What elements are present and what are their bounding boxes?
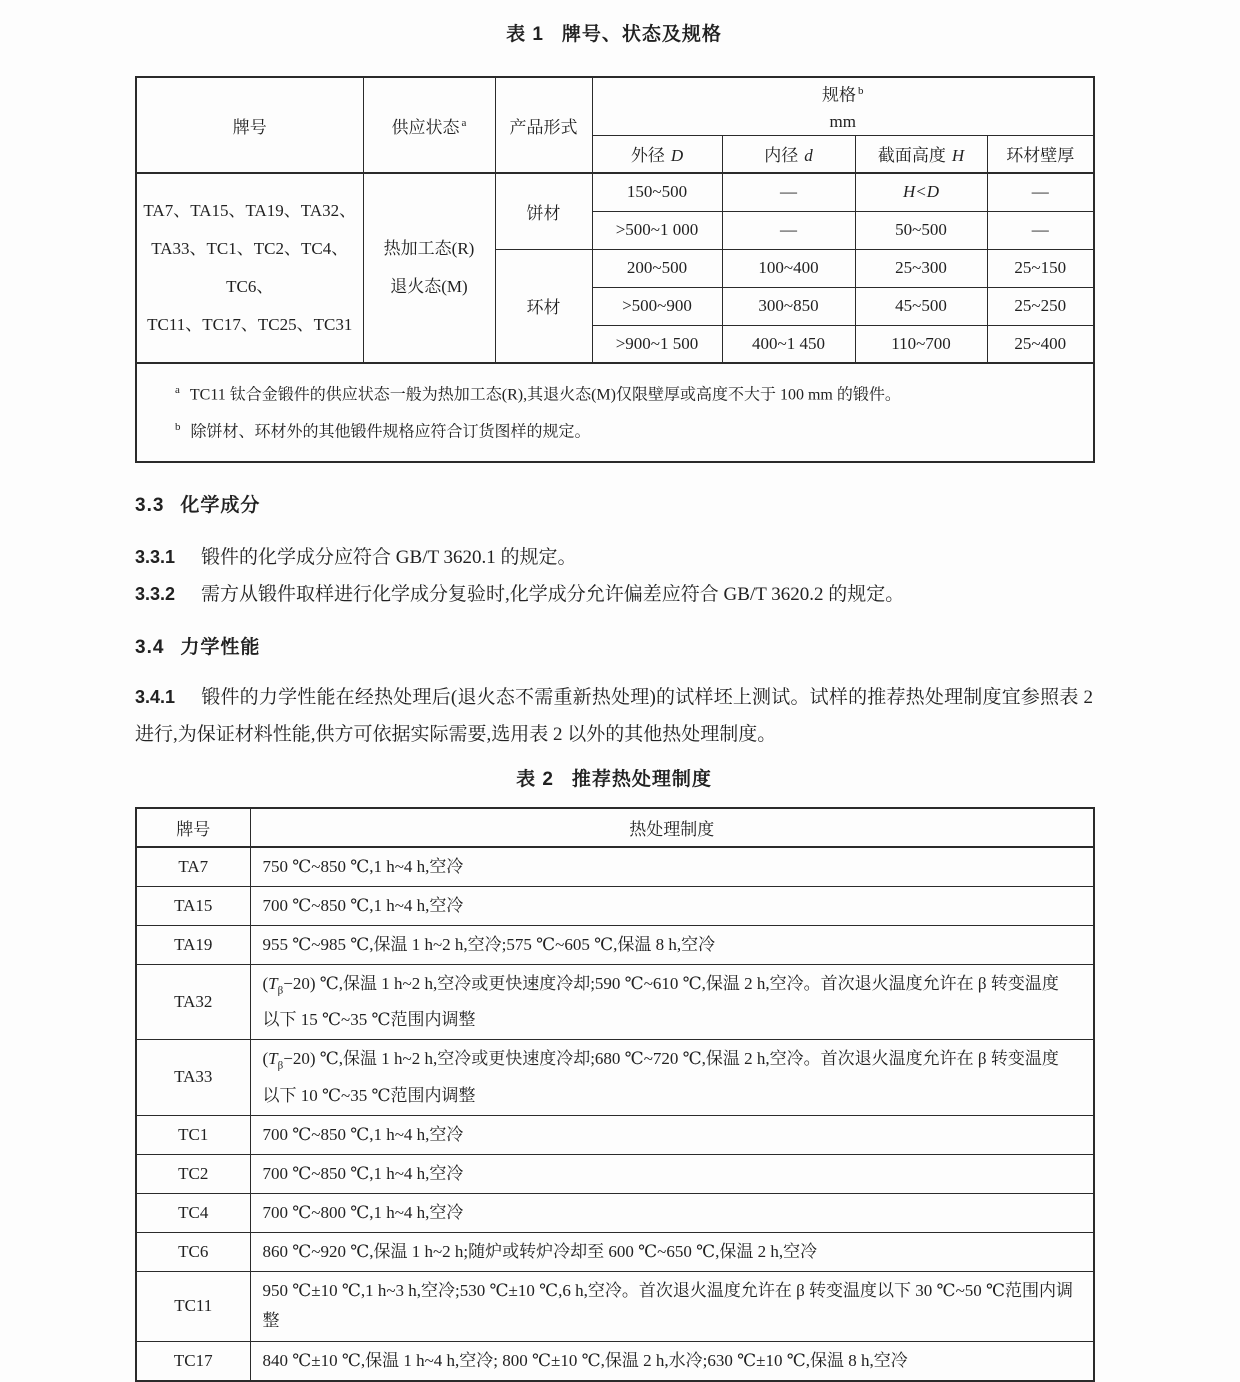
spec-od-cell: 150~500 — [592, 173, 722, 211]
table2-row-TC4 — [136, 1193, 1094, 1232]
t1-header-outer-diameter: 外径 D — [592, 135, 722, 173]
spec-wall-cell: 25~400 — [987, 325, 1094, 363]
table2-row-TA7 — [136, 847, 1094, 887]
spec-h-cell: 25~300 — [855, 249, 987, 287]
clause-number: 3.3.1 — [135, 546, 176, 567]
clause-number: 3.3.2 — [135, 583, 176, 604]
table2-caption-title: 推荐热处理制度 — [571, 768, 712, 790]
grade-cell: TC1 — [136, 1115, 250, 1154]
t2-header-treatment: 热处理制度 — [250, 808, 1094, 847]
clause-3-3-2 — [135, 576, 1093, 613]
footnote-b-text: 除饼材、环材外的其他锻件规格应符合订货图样的规定。 — [190, 423, 591, 441]
grade-cell: TA7 — [136, 847, 250, 887]
section-number: 3.4 — [135, 636, 165, 658]
table1-spec-table — [135, 76, 1095, 463]
treatment-cell: 700 ℃~800 ℃,1 h~4 h,空冷 — [250, 1193, 1094, 1232]
spec-wall-cell: — — [987, 211, 1094, 249]
treatment-cell: 955 ℃~985 ℃,保温 1 h~2 h,空冷;575 ℃~605 ℃,保温 8 h,空冷 — [250, 925, 1094, 964]
spec-od-cell: >500~900 — [592, 287, 722, 325]
section-title: 力学性能 — [180, 636, 261, 658]
grade-cell: TC17 — [136, 1341, 250, 1381]
grade-cell: TA32 — [136, 964, 250, 1039]
clause-number: 3.4.1 — [135, 686, 176, 707]
table1-row-bing-1 — [136, 173, 1094, 211]
footnote-b-marker: b — [175, 421, 181, 434]
footnote-a-text: TC11 钛合金锻件的供应状态一般为热加工态(R),其退火态(M)仅限壁厚或高度不大于 100 mm 的锻件。 — [189, 386, 901, 404]
t1-header-inner-diameter: 内径 d — [722, 135, 855, 173]
spec-od-cell: 200~500 — [592, 249, 722, 287]
treatment-cell: 840 ℃±10 ℃,保温 1 h~4 h,空冷; 800 ℃±10 ℃,保温 2 h,水冷;630 ℃±10 ℃,保温 8 h,空冷 — [250, 1341, 1094, 1381]
grade-cell: TA15 — [136, 886, 250, 925]
spec-h-cell: 50~500 — [855, 211, 987, 249]
t1-supply-cell — [363, 173, 495, 363]
treatment-cell: 700 ℃~850 ℃,1 h~4 h,空冷 — [250, 1154, 1094, 1193]
var-D: D — [670, 146, 684, 166]
t1-form-huan-cell: 环材 — [495, 249, 592, 363]
treatment-cell: $(T_\beta-20)$ ℃,保温 1 h~2 h,空冷或更快速度冷却;590 ℃~610 ℃,保温 2 h,空冷。首次退火温度允许在 β 转变温度以下 15 ℃~35 ℃范围内调整 — [250, 964, 1094, 1039]
spec-wall-cell: — — [987, 173, 1094, 211]
grade-cell: TC2 — [136, 1154, 250, 1193]
t1-header-supply-label: 供应状态 — [391, 117, 460, 137]
spec-wall-cell: 25~250 — [987, 287, 1094, 325]
grade-cell: TA33 — [136, 1040, 250, 1115]
table2-row-TC17 — [136, 1341, 1094, 1381]
t1-grades-cell — [136, 173, 363, 363]
table2-header-row — [136, 808, 1094, 847]
table2-row-TA19 — [136, 925, 1094, 964]
clause-text: 锻件的化学成分应符合 GB/T 3620.1 的规定。 — [201, 546, 577, 568]
supply-state-line: 热加工态(R) — [383, 239, 475, 259]
spec-wall-cell: 25~150 — [987, 249, 1094, 287]
t1-header-supply — [363, 77, 495, 173]
grade-cell: TA19 — [136, 925, 250, 964]
table1-footnotes — [136, 363, 1094, 462]
section-3-4-heading — [135, 637, 1093, 659]
t1-header-section-height: 截面高度 H — [855, 135, 987, 173]
footnote-b — [175, 411, 1077, 448]
t1-header-spec — [592, 77, 1094, 135]
supply-state-line: 退火态(M) — [390, 277, 468, 297]
clause-3-4-1 — [135, 679, 1093, 753]
t1-header-grade-label: 牌号 — [232, 117, 267, 137]
table2-row-TA15 — [136, 886, 1094, 925]
grade-list-line: TA33、TC1、TC2、TC4、TC6、 — [151, 239, 349, 297]
table1-caption-title: 牌号、状态及规格 — [561, 24, 722, 45]
clause-3-3-1 — [135, 539, 1093, 576]
spec-id-cell: 400~1 450 — [722, 325, 855, 363]
spec-id-cell: — — [722, 173, 855, 211]
section-title: 化学成分 — [180, 494, 261, 516]
subscript-beta: β — [277, 1059, 284, 1072]
clause-text: 需方从锻件取样进行化学成分复验时,化学成分允许偏差应符合 GB/T 3620.2 的规定。 — [201, 583, 905, 605]
t1-header-supply-footref: a — [461, 116, 467, 129]
table1-caption — [135, 24, 1093, 46]
grade-list-line: TC11、TC17、TC25、TC31 — [147, 315, 353, 335]
spec-id-cell: 100~400 — [722, 249, 855, 287]
spec-od-cell: >500~1 000 — [592, 211, 722, 249]
table1-footnotes-row — [136, 363, 1094, 462]
footnote-a — [175, 374, 1077, 411]
table1-header-row-1 — [136, 77, 1094, 135]
section-3-3-heading — [135, 495, 1093, 517]
spec-h-cell — [855, 173, 987, 211]
table1-caption-label: 表 1 — [506, 24, 544, 45]
table2-row-TA33 — [136, 1040, 1094, 1115]
t1-header-grade — [136, 77, 363, 173]
grade-list-line: TA7、TA15、TA19、TA32、 — [143, 201, 357, 221]
treatment-cell: $(T_\beta-20)$ ℃,保温 1 h~2 h,空冷或更快速度冷却;680 ℃~720 ℃,保温 2 h,空冷。首次退火温度允许在 β 转变温度以下 10 ℃~35 ℃范围内调整 — [250, 1040, 1094, 1115]
table2-caption-label: 表 2 — [516, 768, 554, 790]
table2-caption — [135, 769, 1093, 791]
grade-cell: TC4 — [136, 1193, 250, 1232]
t1-header-spec-label: 规格 $^b$ — [822, 85, 864, 105]
table2-heat-treatment-table — [135, 807, 1095, 1382]
treatment-cell: 700 ℃~850 ℃,1 h~4 h,空冷 — [250, 886, 1094, 925]
treatment-cell: 700 ℃~850 ℃,1 h~4 h,空冷 — [250, 1115, 1094, 1154]
table2-row-TC6 — [136, 1232, 1094, 1271]
subscript-beta: β — [277, 984, 284, 997]
table2-row-TC1 — [136, 1115, 1094, 1154]
t1-form-bing-cell: 饼材 — [495, 173, 592, 249]
grade-cell: TC6 — [136, 1232, 250, 1271]
var-T-beta: T — [268, 973, 278, 993]
t1-header-form-label: 产品形式 — [509, 117, 578, 137]
spec-h-cell: 45~500 — [855, 287, 987, 325]
t2-header-grade: 牌号 — [136, 808, 250, 847]
var-H: H — [951, 146, 965, 166]
spec-h-cell: 110~700 — [855, 325, 987, 363]
clause-text: 锻件的力学性能在经热处理后(退火态不需重新热处理)的试样坯上测试。试样的推荐热处理制度宜参照表 2 进行,为保证材料性能,供方可依据实际需要,选用表 2 以外的其他热处理制度。 — [135, 686, 1093, 745]
treatment-cell: 750 ℃~850 ℃,1 h~4 h,空冷 — [250, 847, 1094, 887]
var-T-beta: T — [268, 1049, 278, 1069]
t1-header-spec-unit: mm — [829, 111, 856, 131]
t1-header-form — [495, 77, 592, 173]
grade-cell: TC11 — [136, 1271, 250, 1341]
section-number: 3.3 — [135, 494, 165, 516]
spec-id-cell: 300~850 — [722, 287, 855, 325]
treatment-cell: 860 ℃~920 ℃,保温 1 h~2 h;随炉或转炉冷却至 600 ℃~650 ℃,保温 2 h,空冷 — [250, 1232, 1094, 1271]
var-d: d — [804, 146, 813, 166]
table2-row-TC11 — [136, 1271, 1094, 1341]
treatment-cell: 950 ℃±10 ℃,1 h~3 h,空冷;530 ℃±10 ℃,6 h,空冷。首次退火温度允许在 β 转变温度以下 30 ℃~50 ℃范围内调整 — [250, 1271, 1094, 1341]
table2-row-TA32 — [136, 964, 1094, 1039]
document-page — [135, 0, 1093, 1382]
t1-header-spec-footref: b — [858, 85, 864, 97]
t1-header-ring-wall: 环材壁厚 — [987, 135, 1094, 173]
spec-od-cell: >900~1 500 — [592, 325, 722, 363]
footnote-a-marker: a — [175, 384, 180, 397]
var-H-lt-D: H<D — [902, 182, 940, 202]
spec-id-cell: — — [722, 211, 855, 249]
table2-row-TC2 — [136, 1154, 1094, 1193]
